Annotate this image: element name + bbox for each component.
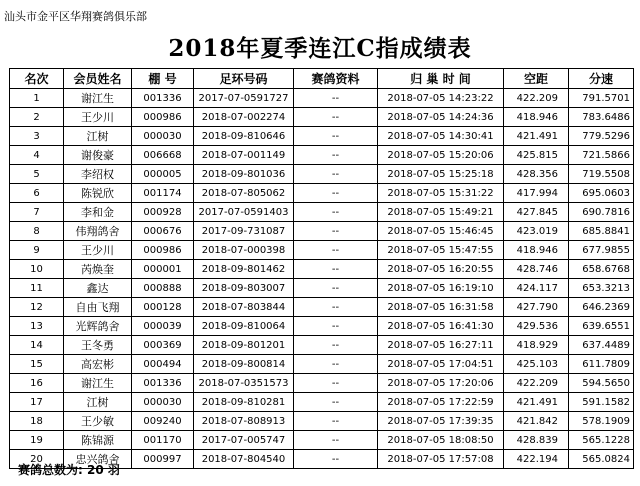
cell-member-name: 陈锦源 (64, 431, 132, 450)
cell-member-name: 芮焕奎 (64, 260, 132, 279)
cell-ring-number: 2018-09-810064 (194, 317, 294, 336)
cell-distance: 422.209 (504, 89, 569, 108)
col-header-rank: 名次 (10, 69, 64, 89)
cell-pigeon-info: -- (294, 279, 378, 298)
cell-loft-number: 000369 (132, 336, 194, 355)
cell-arrival-time: 2018-07-05 15:25:18 (378, 165, 504, 184)
cell-loft-number: 000888 (132, 279, 194, 298)
cell-distance: 428.356 (504, 165, 569, 184)
cell-pigeon-info: -- (294, 203, 378, 222)
table-row (10, 146, 634, 165)
cell-loft-number: 000128 (132, 298, 194, 317)
cell-pigeon-info: -- (294, 355, 378, 374)
cell-pigeon-info: -- (294, 108, 378, 127)
cell-arrival-time: 2018-07-05 14:23:22 (378, 89, 504, 108)
table-row (10, 298, 634, 317)
total-count: 赛鸽总数为: 20 羽 (18, 463, 120, 477)
cell-arrival-time: 2018-07-05 14:30:41 (378, 127, 504, 146)
table-row (10, 374, 634, 393)
table-row (10, 127, 634, 146)
cell-ring-number: 2017-07-0591403 (194, 203, 294, 222)
cell-speed: 594.5650 (569, 374, 634, 393)
table-row (10, 336, 634, 355)
cell-rank: 20 (10, 450, 64, 469)
cell-ring-number: 2018-09-801201 (194, 336, 294, 355)
cell-pigeon-info: -- (294, 450, 378, 469)
results-body (10, 89, 634, 469)
cell-distance: 421.491 (504, 393, 569, 412)
cell-arrival-time: 2018-07-05 14:24:36 (378, 108, 504, 127)
cell-loft-number: 001336 (132, 89, 194, 108)
cell-rank: 14 (10, 336, 64, 355)
cell-ring-number: 2017-09-731087 (194, 222, 294, 241)
col-header-speed: 分速 (569, 69, 634, 89)
cell-loft-number: 001336 (132, 374, 194, 393)
cell-loft-number: 000030 (132, 393, 194, 412)
table-row (10, 279, 634, 298)
cell-rank: 3 (10, 127, 64, 146)
cell-rank: 11 (10, 279, 64, 298)
cell-rank: 19 (10, 431, 64, 450)
cell-member-name: 忠兴鸽舍 (64, 450, 132, 469)
cell-arrival-time: 2018-07-05 16:20:55 (378, 260, 504, 279)
cell-ring-number: 2017-07-0591727 (194, 89, 294, 108)
cell-ring-number: 2018-07-000398 (194, 241, 294, 260)
cell-member-name: 自由飞翔 (64, 298, 132, 317)
cell-arrival-time: 2018-07-05 15:47:55 (378, 241, 504, 260)
cell-rank: 16 (10, 374, 64, 393)
cell-speed: 695.0603 (569, 184, 634, 203)
cell-pigeon-info: -- (294, 89, 378, 108)
cell-loft-number: 006668 (132, 146, 194, 165)
cell-loft-number: 009240 (132, 412, 194, 431)
cell-pigeon-info: -- (294, 260, 378, 279)
table-row (10, 412, 634, 431)
cell-ring-number: 2018-09-810646 (194, 127, 294, 146)
cell-distance: 422.194 (504, 450, 569, 469)
cell-rank: 18 (10, 412, 64, 431)
cell-ring-number: 2018-07-805062 (194, 184, 294, 203)
cell-loft-number: 000997 (132, 450, 194, 469)
table-row (10, 241, 634, 260)
cell-rank: 6 (10, 184, 64, 203)
cell-member-name: 江树 (64, 127, 132, 146)
cell-ring-number: 2018-07-0351573 (194, 374, 294, 393)
cell-arrival-time: 2018-07-05 15:20:06 (378, 146, 504, 165)
cell-arrival-time: 2018-07-05 16:31:58 (378, 298, 504, 317)
cell-loft-number: 000005 (132, 165, 194, 184)
cell-distance: 429.536 (504, 317, 569, 336)
cell-member-name: 王少川 (64, 241, 132, 260)
table-row (10, 260, 634, 279)
cell-pigeon-info: -- (294, 412, 378, 431)
cell-arrival-time: 2018-07-05 16:27:11 (378, 336, 504, 355)
table-row (10, 184, 634, 203)
cell-rank: 8 (10, 222, 64, 241)
cell-ring-number: 2018-07-808913 (194, 412, 294, 431)
cell-speed: 719.5508 (569, 165, 634, 184)
cell-rank: 17 (10, 393, 64, 412)
cell-speed: 721.5866 (569, 146, 634, 165)
cell-ring-number: 2018-09-803007 (194, 279, 294, 298)
cell-rank: 7 (10, 203, 64, 222)
cell-speed: 578.1909 (569, 412, 634, 431)
cell-ring-number: 2018-07-803844 (194, 298, 294, 317)
table-row (10, 355, 634, 374)
cell-pigeon-info: -- (294, 317, 378, 336)
cell-member-name: 谢俊豪 (64, 146, 132, 165)
cell-rank: 12 (10, 298, 64, 317)
cell-speed: 783.6486 (569, 108, 634, 127)
cell-speed: 791.5701 (569, 89, 634, 108)
club-name: 汕头市金平区华翔赛鸽俱乐部 (4, 10, 147, 23)
cell-distance: 421.842 (504, 412, 569, 431)
cell-speed: 639.6551 (569, 317, 634, 336)
cell-speed: 565.1228 (569, 431, 634, 450)
cell-member-name: 谢江生 (64, 374, 132, 393)
cell-loft-number: 000676 (132, 222, 194, 241)
cell-distance: 418.946 (504, 241, 569, 260)
cell-ring-number: 2018-07-804540 (194, 450, 294, 469)
cell-ring-number: 2018-07-002274 (194, 108, 294, 127)
table-row (10, 317, 634, 336)
cell-arrival-time: 2018-07-05 15:49:21 (378, 203, 504, 222)
cell-loft-number: 000039 (132, 317, 194, 336)
cell-speed: 646.2369 (569, 298, 634, 317)
cell-speed: 690.7816 (569, 203, 634, 222)
cell-distance: 421.491 (504, 127, 569, 146)
cell-member-name: 王冬勇 (64, 336, 132, 355)
cell-pigeon-info: -- (294, 241, 378, 260)
cell-rank: 10 (10, 260, 64, 279)
cell-rank: 1 (10, 89, 64, 108)
cell-arrival-time: 2018-07-05 17:39:35 (378, 412, 504, 431)
cell-loft-number: 001174 (132, 184, 194, 203)
cell-pigeon-info: -- (294, 393, 378, 412)
cell-member-name: 光辉鸽舍 (64, 317, 132, 336)
cell-member-name: 鑫达 (64, 279, 132, 298)
cell-distance: 425.815 (504, 146, 569, 165)
cell-arrival-time: 2018-07-05 17:57:08 (378, 450, 504, 469)
col-header-loft: 棚 号 (132, 69, 194, 89)
cell-distance: 418.946 (504, 108, 569, 127)
table-row (10, 222, 634, 241)
cell-distance: 423.019 (504, 222, 569, 241)
cell-ring-number: 2018-09-800814 (194, 355, 294, 374)
cell-distance: 417.994 (504, 184, 569, 203)
cell-member-name: 李和金 (64, 203, 132, 222)
cell-ring-number: 2018-09-801036 (194, 165, 294, 184)
col-header-distance: 空距 (504, 69, 569, 89)
cell-distance: 425.103 (504, 355, 569, 374)
cell-ring-number: 2018-07-001149 (194, 146, 294, 165)
cell-rank: 15 (10, 355, 64, 374)
cell-rank: 9 (10, 241, 64, 260)
cell-distance: 427.845 (504, 203, 569, 222)
cell-pigeon-info: -- (294, 127, 378, 146)
cell-loft-number: 000494 (132, 355, 194, 374)
cell-rank: 13 (10, 317, 64, 336)
cell-speed: 685.8841 (569, 222, 634, 241)
cell-speed: 779.5296 (569, 127, 634, 146)
col-header-member: 会员姓名 (64, 69, 132, 89)
cell-speed: 637.4489 (569, 336, 634, 355)
cell-arrival-time: 2018-07-05 17:22:59 (378, 393, 504, 412)
cell-rank: 4 (10, 146, 64, 165)
cell-speed: 565.0824 (569, 450, 634, 469)
cell-distance: 424.117 (504, 279, 569, 298)
cell-pigeon-info: -- (294, 374, 378, 393)
cell-distance: 427.790 (504, 298, 569, 317)
cell-ring-number: 2018-09-810281 (194, 393, 294, 412)
cell-arrival-time: 2018-07-05 17:20:06 (378, 374, 504, 393)
cell-pigeon-info: -- (294, 336, 378, 355)
cell-arrival-time: 2018-07-05 15:31:22 (378, 184, 504, 203)
cell-speed: 611.7809 (569, 355, 634, 374)
cell-arrival-time: 2018-07-05 16:41:30 (378, 317, 504, 336)
cell-member-name: 王少川 (64, 108, 132, 127)
cell-arrival-time: 2018-07-05 17:04:51 (378, 355, 504, 374)
cell-pigeon-info: -- (294, 222, 378, 241)
report-title: 2018年夏季连江C指成绩表 (168, 35, 472, 62)
table-row (10, 108, 634, 127)
cell-rank: 2 (10, 108, 64, 127)
cell-loft-number: 001170 (132, 431, 194, 450)
cell-member-name: 王少敏 (64, 412, 132, 431)
cell-speed: 658.6768 (569, 260, 634, 279)
cell-distance: 418.929 (504, 336, 569, 355)
cell-pigeon-info: -- (294, 431, 378, 450)
cell-member-name: 陈锐欣 (64, 184, 132, 203)
cell-loft-number: 000001 (132, 260, 194, 279)
cell-distance: 422.209 (504, 374, 569, 393)
cell-member-name: 高宏彬 (64, 355, 132, 374)
cell-member-name: 江树 (64, 393, 132, 412)
cell-arrival-time: 2018-07-05 15:46:45 (378, 222, 504, 241)
cell-speed: 677.9855 (569, 241, 634, 260)
cell-speed: 653.3213 (569, 279, 634, 298)
col-header-arrival: 归 巢 时 间 (378, 69, 504, 89)
col-header-ring: 足环号码 (194, 69, 294, 89)
cell-loft-number: 000986 (132, 241, 194, 260)
col-header-info: 赛鸽资料 (294, 69, 378, 89)
cell-rank: 5 (10, 165, 64, 184)
cell-distance: 428.839 (504, 431, 569, 450)
cell-pigeon-info: -- (294, 298, 378, 317)
cell-speed: 591.1582 (569, 393, 634, 412)
cell-distance: 428.746 (504, 260, 569, 279)
results-table (9, 68, 634, 469)
cell-pigeon-info: -- (294, 184, 378, 203)
cell-pigeon-info: -- (294, 165, 378, 184)
cell-loft-number: 000030 (132, 127, 194, 146)
cell-ring-number: 2018-09-801462 (194, 260, 294, 279)
cell-loft-number: 000986 (132, 108, 194, 127)
table-row (10, 431, 634, 450)
table-row (10, 203, 634, 222)
table-row (10, 165, 634, 184)
cell-member-name: 李绍权 (64, 165, 132, 184)
cell-loft-number: 000928 (132, 203, 194, 222)
cell-member-name: 谢江生 (64, 89, 132, 108)
table-row (10, 89, 634, 108)
cell-ring-number: 2017-07-005747 (194, 431, 294, 450)
cell-pigeon-info: -- (294, 146, 378, 165)
cell-arrival-time: 2018-07-05 16:19:10 (378, 279, 504, 298)
table-row (10, 393, 634, 412)
cell-arrival-time: 2018-07-05 18:08:50 (378, 431, 504, 450)
header-row (10, 69, 634, 89)
cell-member-name: 伟翔鸽舍 (64, 222, 132, 241)
